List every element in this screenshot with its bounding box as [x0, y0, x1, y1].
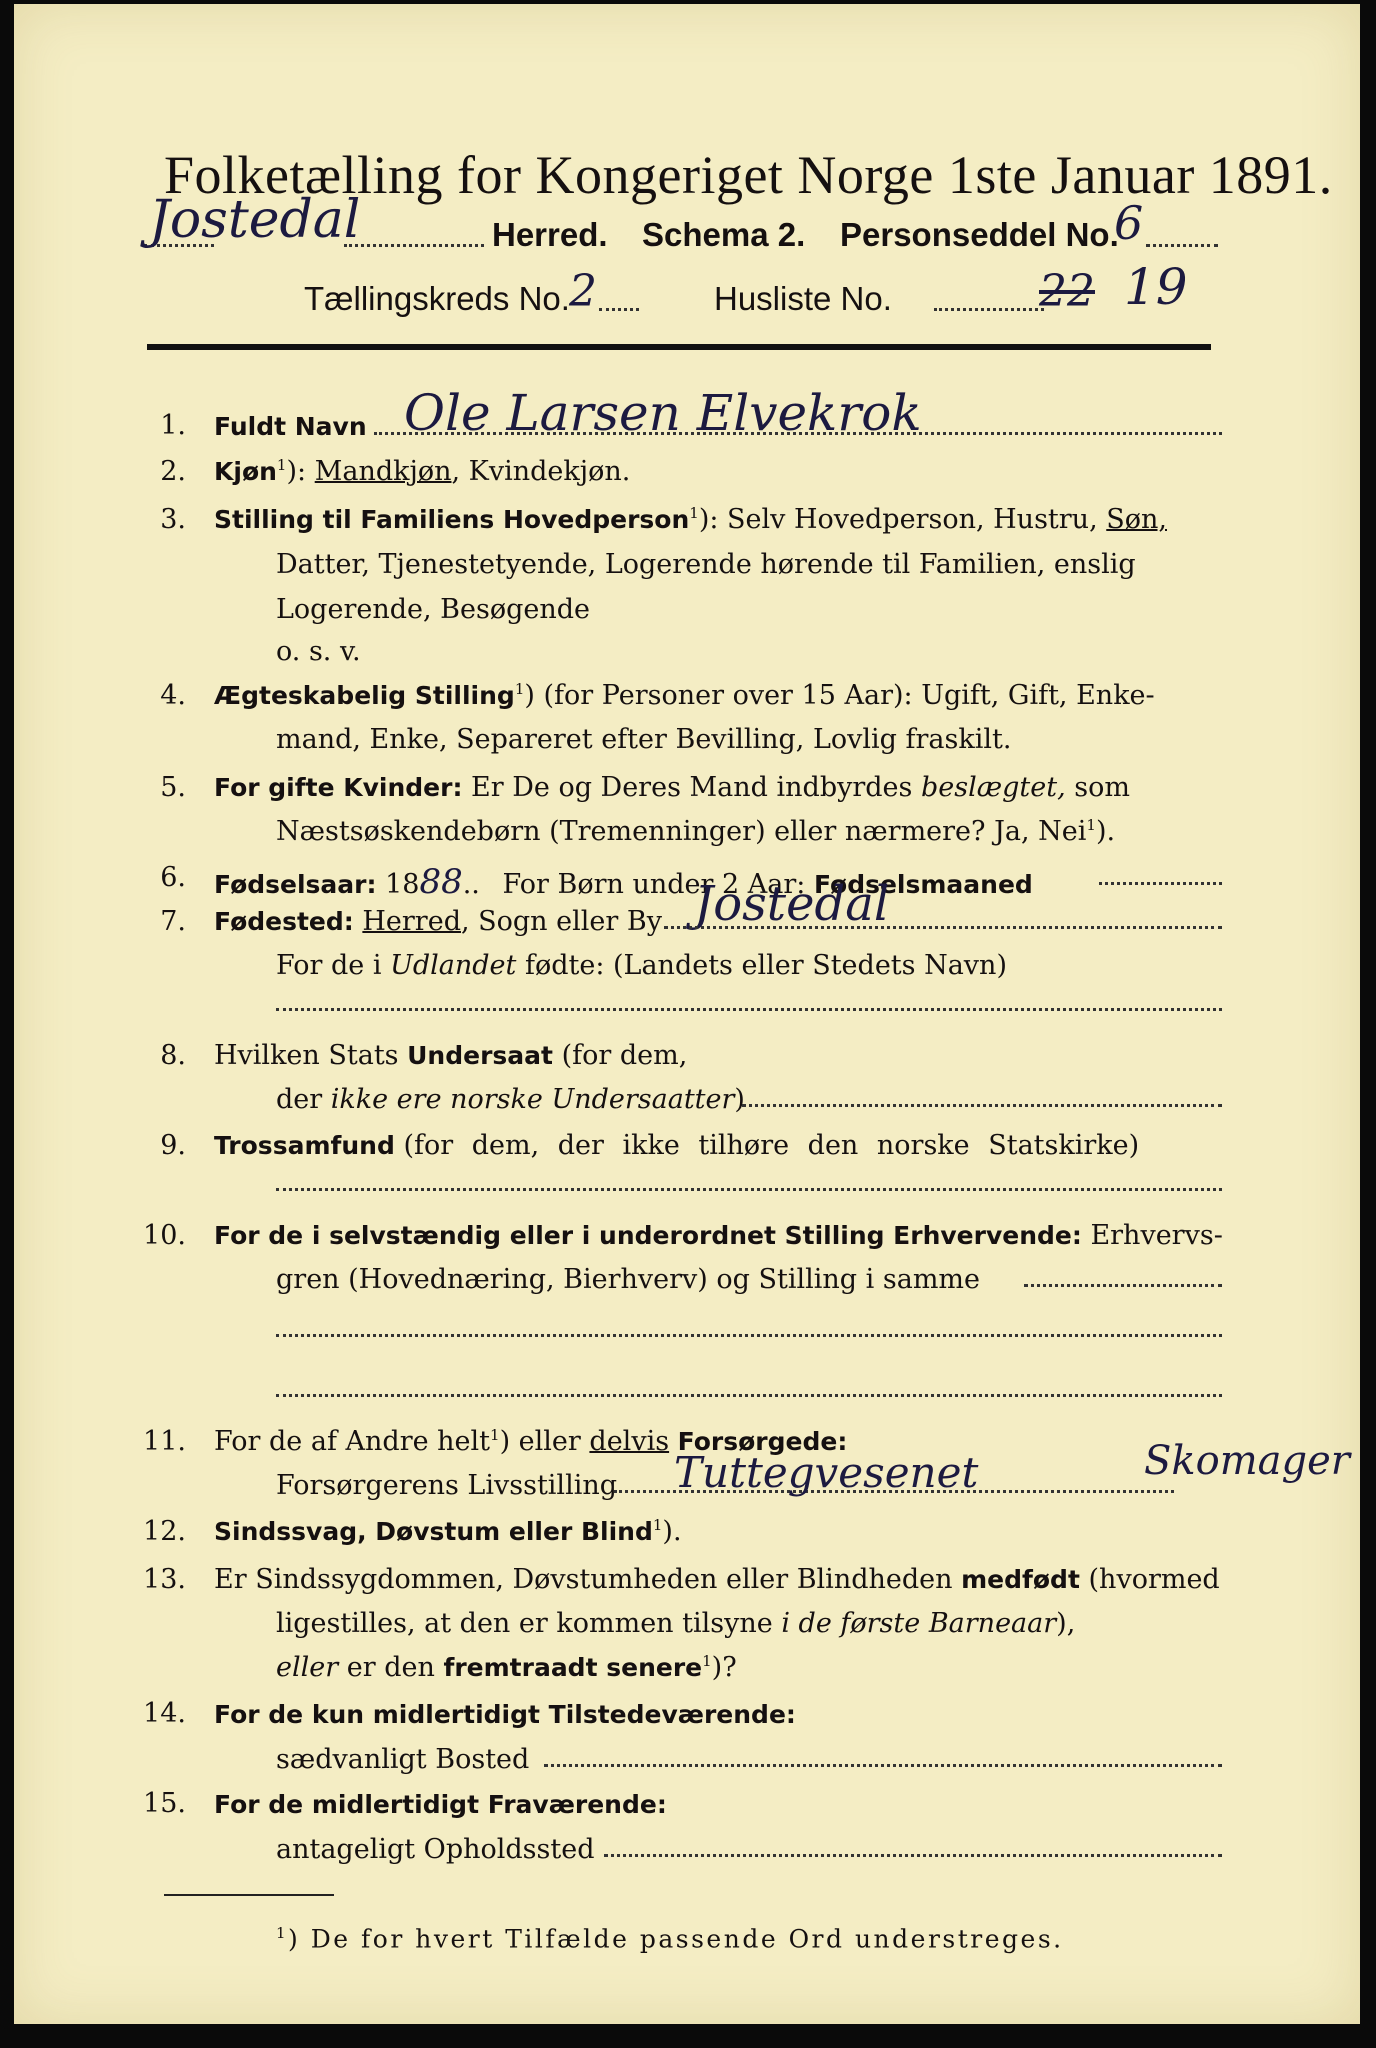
q8-line2: [276, 1084, 745, 1115]
q3-line4: o. s. v.: [276, 636, 361, 667]
q3-line1: [214, 504, 1167, 535]
q7-line1: [214, 906, 662, 937]
q8-dotline: [742, 1104, 1222, 1107]
q6-number: 6.: [160, 862, 186, 893]
q2-line: [214, 456, 630, 487]
q2-number: 2.: [160, 456, 186, 487]
q10-text: Erhvervs-: [1090, 1220, 1223, 1251]
q3-label: Stilling til Familiens Hovedperson: [214, 505, 690, 534]
q11-label: For de af Andre helt: [214, 1426, 491, 1457]
personseddel-label: Personseddel No.: [840, 216, 1119, 253]
q10-label: For de i selvstændig eller i underordnet Stilling: [214, 1221, 885, 1250]
q5-line2-text: Næstsøskendebørn (Tremenninger) eller nærmere? Ja, Nei: [276, 816, 1087, 847]
q12-number: 12.: [143, 1516, 186, 1547]
footnote-divider: [164, 1894, 334, 1896]
q9-line1: [214, 1130, 1139, 1161]
q15-dotline: [604, 1854, 1222, 1857]
q15-label: For de midlertidigt Fraværende:: [214, 1790, 667, 1819]
q13-number: 13.: [143, 1564, 186, 1595]
q6-line: Fødselsaar: 1888.. For Børn under 2 Aar: Fødselsmaaned: [214, 862, 1033, 902]
q13-l3bold: fremtraadt senere: [443, 1653, 703, 1682]
husliste-dotline: [934, 308, 1044, 311]
q3-line2: Datter, Tjenestetyende, Logerende hørende til Familien, enslig: [276, 549, 1136, 580]
q8-l2a: der: [276, 1084, 323, 1115]
q10-dotline-2: [276, 1334, 1222, 1337]
q13-l2em: i de første Barneaar: [781, 1608, 1057, 1639]
q5-line2: [276, 816, 1115, 847]
q3-son: Søn,: [1106, 504, 1167, 535]
q6-label2: Fødselsmaaned: [813, 870, 1033, 899]
q3-text: ): Selv Hovedperson, Hustru,: [698, 504, 1098, 535]
personseddel-value: 6: [1114, 196, 1144, 250]
q11-answer: Tuttegvesenet: [674, 1448, 979, 1497]
q12-line: [214, 1516, 682, 1547]
q10-line1: [214, 1220, 1223, 1251]
q7-line2: [276, 950, 1007, 981]
q14-label: For de kun midlertidigt Tilstedeværende:: [214, 1700, 796, 1729]
q8-label: Undersaat: [407, 1041, 553, 1070]
q14-number: 14.: [143, 1698, 186, 1729]
form-title: Folketælling for Kongeriget Norge 1ste Januar 1891.: [164, 145, 1333, 205]
taellingskreds-label: Tællingskreds No.: [304, 280, 570, 317]
q13-text2: (hvormed: [1088, 1564, 1220, 1595]
q8-number: 8.: [160, 1040, 186, 1071]
footnote-text: ) De for hvert Tilfælde passende Ord understreges.: [288, 1924, 1064, 1954]
q14-dotline: [544, 1764, 1222, 1767]
q6-label: Fødselsaar:: [214, 870, 377, 899]
schema-label: Schema 2.: [642, 216, 806, 253]
q2-colon: ):: [286, 456, 307, 487]
q2-rest: , Kvindekjøn.: [451, 456, 631, 487]
q6-answer: 88: [419, 862, 463, 902]
q10-dotline-3: [276, 1394, 1222, 1397]
q13-l2a: ligestilles, at den er kommen tilsyne: [276, 1608, 773, 1639]
q1-label: Fuldt Navn: [214, 412, 367, 441]
q12-label: Sindssvag, Døvstum eller Blind: [214, 1517, 653, 1546]
q7-answer: Jostedal: [694, 876, 890, 932]
q9-text: (for dem, der ikke tilhøre den norske Statskirke): [403, 1130, 1140, 1161]
q11-delvis: delvis: [589, 1426, 670, 1457]
q11-mid: ) eller: [499, 1426, 581, 1457]
q12-end: ).: [662, 1516, 682, 1547]
q5-end: ).: [1095, 816, 1116, 847]
q1-answer: Ole Larsen Elvekrok: [404, 384, 922, 442]
q7-l2a: For de i: [276, 950, 382, 981]
q4-line2: mand, Enke, Separeret efter Bevilling, Lovlig fraskilt.: [276, 724, 1012, 755]
q12-sup: 1: [652, 1516, 663, 1534]
q13-l2b: ),: [1056, 1608, 1076, 1639]
q4-line1: [214, 680, 1155, 711]
personseddel-dotline: [1146, 244, 1218, 247]
q13-l3em: eller: [276, 1652, 339, 1683]
q1-dotline: [374, 432, 1222, 435]
footnote: [276, 1924, 1064, 1953]
husliste-label: Husliste No.: [714, 280, 892, 317]
q3-number: 3.: [160, 504, 186, 535]
q11-line2: Forsørgerens Livsstilling: [276, 1470, 618, 1501]
q13-line2: [276, 1608, 1075, 1639]
q6-rest: For Børn under 2 Aar:: [502, 869, 806, 900]
q11-label2: Forsørgede:: [677, 1427, 848, 1456]
herred-dotline-2: [344, 244, 484, 247]
q7-label: Fødested:: [214, 907, 354, 936]
q5-number: 5.: [160, 772, 186, 803]
q10-number: 10.: [143, 1220, 186, 1251]
q4-sup: 1: [514, 680, 525, 698]
q11-number: 11.: [143, 1426, 186, 1457]
q2-sup: 1: [276, 456, 287, 474]
q5-label: For gifte Kvinder:: [214, 773, 463, 802]
q7-dotline-2: [276, 1008, 1222, 1011]
q7-herred: Herred: [362, 906, 461, 937]
q5-text: Er De og Deres Mand indbyrdes: [471, 772, 913, 803]
q10-label2: Erhvervende:: [893, 1221, 1082, 1250]
q8-l2b: ): [734, 1084, 745, 1115]
q8-line1: [214, 1040, 687, 1071]
q10-line2: gren (Hovednæring, Bierhverv) og Stilling i samme: [276, 1264, 981, 1295]
q9-dotline: [276, 1188, 1222, 1191]
q11-sup: 1: [490, 1426, 500, 1444]
q1-number: 1.: [160, 410, 186, 441]
q2-label: Kjøn: [214, 457, 277, 486]
q5-emphasis: beslægtet,: [920, 772, 1066, 803]
q14-line2: sædvanligt Bosted: [276, 1744, 530, 1775]
q7-l2em: Udlandet: [390, 950, 517, 981]
taellingskreds-value: 2: [569, 266, 597, 317]
q9-number: 9.: [160, 1130, 186, 1161]
q15-number: 15.: [143, 1788, 186, 1819]
q13-line1: [214, 1564, 1220, 1595]
q13-sup: 1: [702, 1652, 712, 1670]
q13-line3: [276, 1652, 737, 1683]
husliste-struck-value: 22: [1039, 266, 1095, 317]
q15-line2: antageligt Opholdssted: [276, 1834, 595, 1865]
q7-l2b: fødte: (Landets eller Stedets Navn): [524, 950, 1007, 981]
q8-l2em: ikke ere norske Undersaatter: [330, 1084, 735, 1115]
q9-label: Trossamfund: [214, 1131, 395, 1160]
q13-bold: medfødt: [961, 1565, 1080, 1594]
q7-number: 7.: [160, 906, 186, 937]
q13-l3b: )?: [711, 1652, 737, 1683]
census-form-sheet: [14, 4, 1360, 2024]
q8-text2: (for dem,: [561, 1040, 688, 1071]
q5-line1: [214, 772, 1130, 803]
q4-label: Ægteskabelig Stilling: [214, 681, 515, 710]
q4-text: ) (for Personer over 15 Aar): Ugift, Gift, Enke-: [524, 680, 1155, 711]
q3-line3: Logerende, Besøgende: [276, 594, 590, 625]
q2-mandkjon: Mandkjøn: [314, 456, 452, 487]
q10-dotline: [1024, 1284, 1222, 1287]
q5-sup: 1: [1086, 816, 1096, 834]
q11-answer2: Skomager: [1144, 1438, 1350, 1484]
q8-text: Hvilken Stats: [214, 1040, 399, 1071]
q6-dotline: [1099, 882, 1222, 885]
q13-text: Er Sindssygdommen, Døvstumheden eller Blindheden: [214, 1564, 953, 1595]
q6-prefix: 18: [385, 869, 420, 900]
q7-dotline: [664, 926, 1222, 929]
footnote-sup: 1: [276, 1924, 289, 1942]
header-divider: [147, 344, 1211, 350]
husliste-value: 19: [1124, 258, 1188, 316]
q3-sup: 1: [689, 504, 699, 522]
taellingskreds-dotline: [599, 308, 639, 311]
q13-l3a: er den: [346, 1652, 435, 1683]
q4-number: 4.: [160, 680, 186, 711]
q5-text2: som: [1074, 772, 1130, 803]
herred-value: Jostedal: [149, 190, 361, 250]
herred-label: Herred.: [492, 216, 608, 253]
q7-rest: , Sogn eller By: [460, 906, 662, 937]
